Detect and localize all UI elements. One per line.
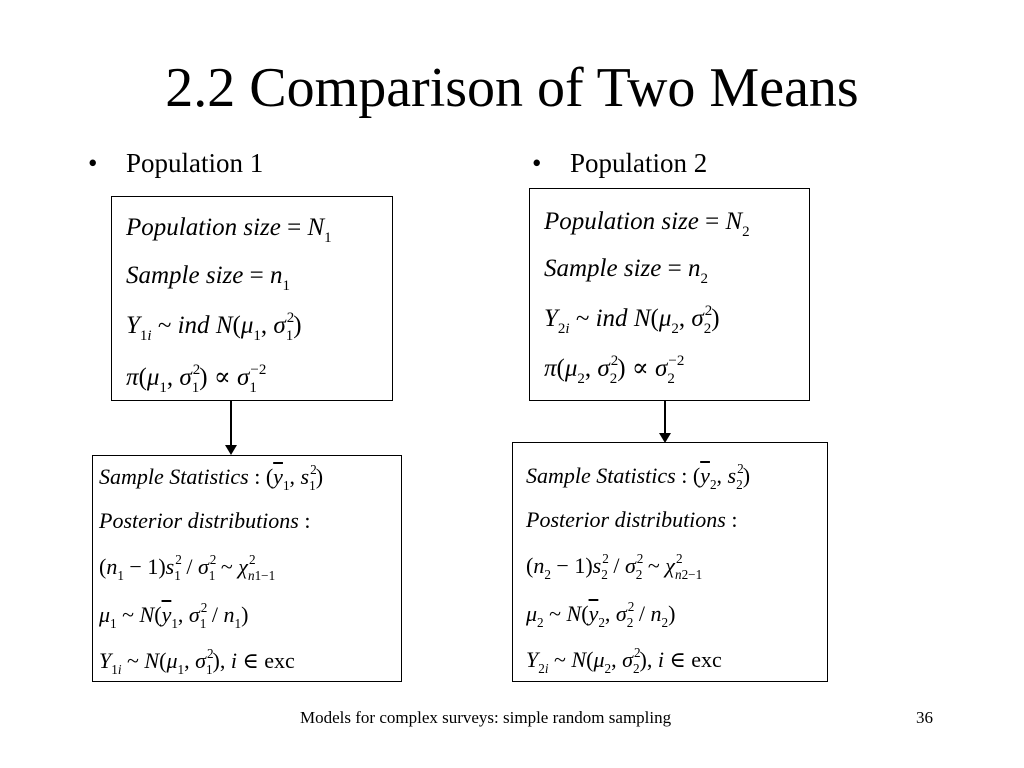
population-1-stats-line: Sample Statistics : ($\overline{y}_1$, s 2 $_1$) — [99, 461, 324, 493]
population-2-y-line: $Y_{2i}$ ~ $N(\mu_2$, σ 2 $_2$), i ∈ exc — [526, 644, 722, 676]
population-1-posterior-label: Posterior distributions : — [99, 508, 311, 533]
population-2-mu-line: $\mu_2$ ~ $N(\overline{y}_2$, σ 2 $_2 / n_2$) — [526, 598, 676, 630]
page-number: 36 — [916, 708, 933, 727]
bullet-dot: • — [532, 148, 542, 178]
population-1-arrow — [230, 401, 232, 447]
population-2-stats-line: Sample Statistics : ($\overline{y}_2$, s 2 $_2$) — [526, 460, 751, 492]
population-1-posterior-box — [92, 455, 402, 682]
population-2-posterior-box — [512, 442, 828, 682]
population-2-prior-line: $\pi(\mu_2$, σ 2 $_2$) ∝ σ −2 $_2$ — [544, 352, 685, 387]
population-2-bullet — [532, 146, 707, 180]
population-1-size-line: Population size = $N_1$ — [126, 214, 332, 246]
population-2-size-line: Population size = $N_2$ — [544, 208, 750, 240]
population-1-sample-size-line: Sample size = $n_1$ — [126, 262, 290, 294]
population-1-prior-box — [111, 196, 393, 401]
population-1-y-line: $Y_{1i}$ ~ $N(\mu_1$, σ 2 $_1$), i ∈ exc — [99, 645, 295, 677]
population-1-model-line: $Y_{1i}$ ~ ind $N(\mu_1$, σ 2 $_1$) — [126, 309, 302, 344]
population-2-prior-box — [529, 188, 810, 401]
bullet-dot: • — [88, 148, 98, 178]
population-1-chisq-line: $(n_1 - 1)s$ 2 $_1$ / σ 2 $_1$ ~ χ 2 $_{n1-1}$ — [99, 551, 276, 583]
population-1-heading: Population 1 — [126, 148, 264, 178]
population-2-heading: Population 2 — [570, 148, 708, 178]
slide-title: 2.2 Comparison of Two Means — [165, 57, 859, 119]
population-2-arrow — [664, 401, 666, 435]
population-1-mu-line: $\mu_1$ ~ $N(\overline{y}_1$, σ 2 $_1 / n_1$) — [99, 599, 249, 631]
footer-text: Models for complex surveys: simple random sampling — [300, 708, 672, 727]
population-2-model-line: $Y_{2i}$ ~ ind $N(\mu_2$, σ 2 $_2$) — [544, 302, 720, 337]
population-2-chisq-line: $(n_2 - 1)s$ 2 $_2$ / σ 2 $_2$ ~ χ 2 $_{n2-1}$ — [526, 550, 703, 582]
population-1-bullet — [88, 146, 263, 180]
population-2-posterior-label: Posterior distributions : — [526, 507, 738, 532]
population-1-prior-line: $\pi(\mu_1$, σ 2 $_1$) ∝ σ −2 $_1$ — [126, 361, 267, 396]
population-2-sample-size-line: Sample size = $n_2$ — [544, 255, 708, 287]
